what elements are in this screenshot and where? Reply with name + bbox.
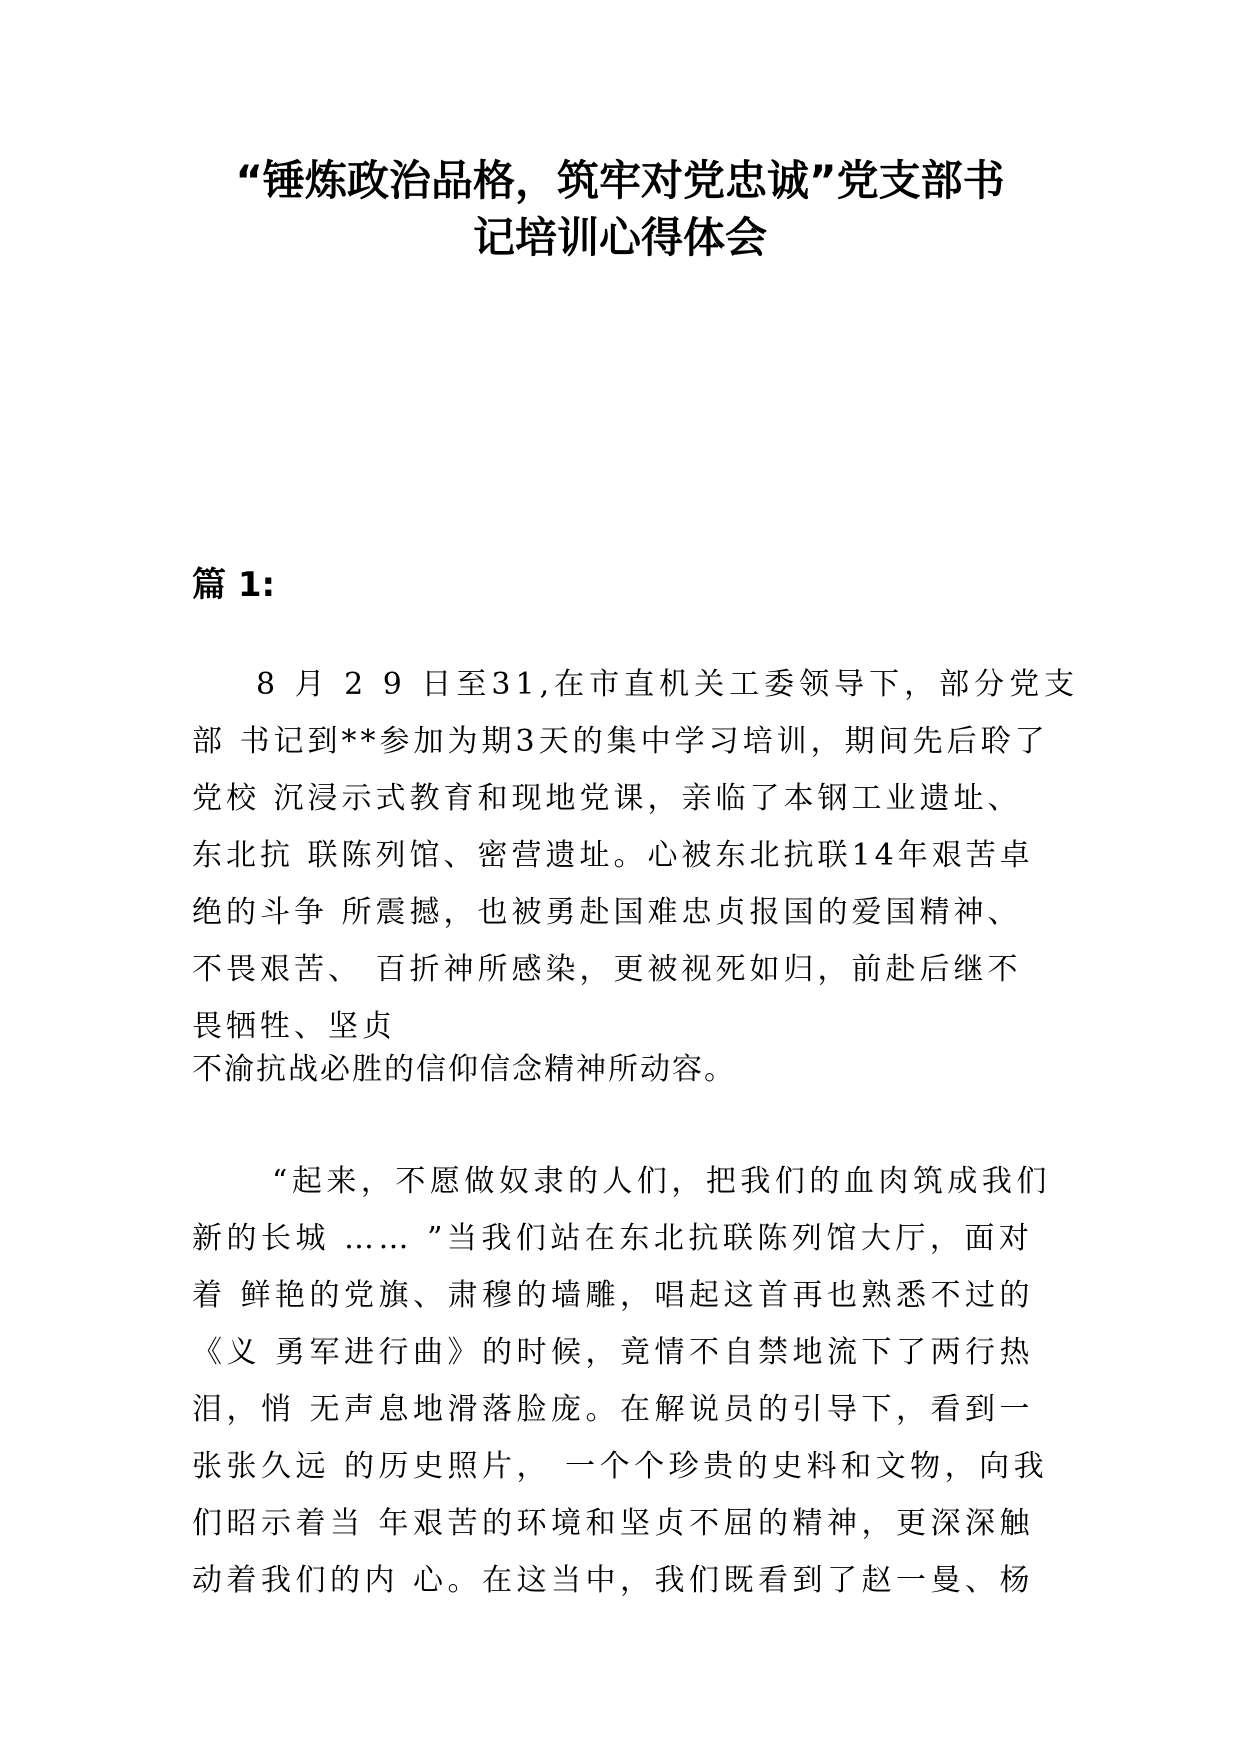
paragraph-line: 畏牺牲、坚贞 xyxy=(192,1009,396,1044)
paragraph xyxy=(192,656,1080,1055)
document-title xyxy=(190,152,1050,266)
paragraph-line: 张张久远 的历史照片， 一个个珍贵的史料和文物，向我 xyxy=(192,1449,1049,1484)
paragraph-line: 新的长城 …… ”当我们站在东北抗联陈列馆大厅，面对 xyxy=(192,1221,1034,1256)
title-line: “锤炼政治品格，筑牢对党忠诚”党支部书 xyxy=(235,156,1005,205)
paragraph-line: 泪，悄 无声息地滑落脸庞。在解说员的引导下，看到一 xyxy=(192,1392,1035,1427)
paragraph-line: 绝的斗争 所震撼，也被勇赴国难忠贞报国的爱国精神、 xyxy=(192,895,1022,930)
paragraph-line: 部 书记到**参加为期3天的集中学习培训，期间先后聆了 xyxy=(192,724,1049,759)
paragraph xyxy=(192,1153,1052,1609)
paragraph xyxy=(192,1041,1052,1098)
paragraph-line: 《义 勇军进行曲》的时候，竟情不自禁地流下了两行热 xyxy=(192,1335,1035,1370)
paragraph-line: 东北抗 联陈列馆、密营遗址。心被东北抗联14年艰苦卓 xyxy=(192,838,1034,873)
paragraph-line: 动着我们的内 心。在这当中，我们既看到了赵一曼、杨 xyxy=(192,1563,1035,1598)
title-line: 记培训心得体会 xyxy=(472,213,767,262)
paragraph-line: 着 鲜艳的党旗、肃穆的墙雕，唱起这首再也熟悉不过的 xyxy=(192,1278,1035,1313)
paragraph-line: “起来，不愿做奴隶的人们，把我们的血肉筑成我们 xyxy=(272,1164,1051,1199)
paragraph-line: 不渝抗战必胜的信仰信念精神所动容。 xyxy=(192,1052,736,1087)
paragraph-line: 8 月 2 9 日至31,在市直机关工委领导下，部分党支 xyxy=(256,667,1080,702)
paragraph-line: 们昭示着当 年艰苦的环境和坚贞不屈的精神，更深深触 xyxy=(192,1506,1035,1541)
section-heading: 篇 1: xyxy=(192,565,276,605)
paragraph-line: 党校 沉浸示式教育和现地党课，亲临了本钢工业遗址、 xyxy=(192,781,1022,816)
paragraph-line: 不畏艰苦、 百折神所感染，更被视死如归，前赴后继不 xyxy=(192,952,1022,987)
